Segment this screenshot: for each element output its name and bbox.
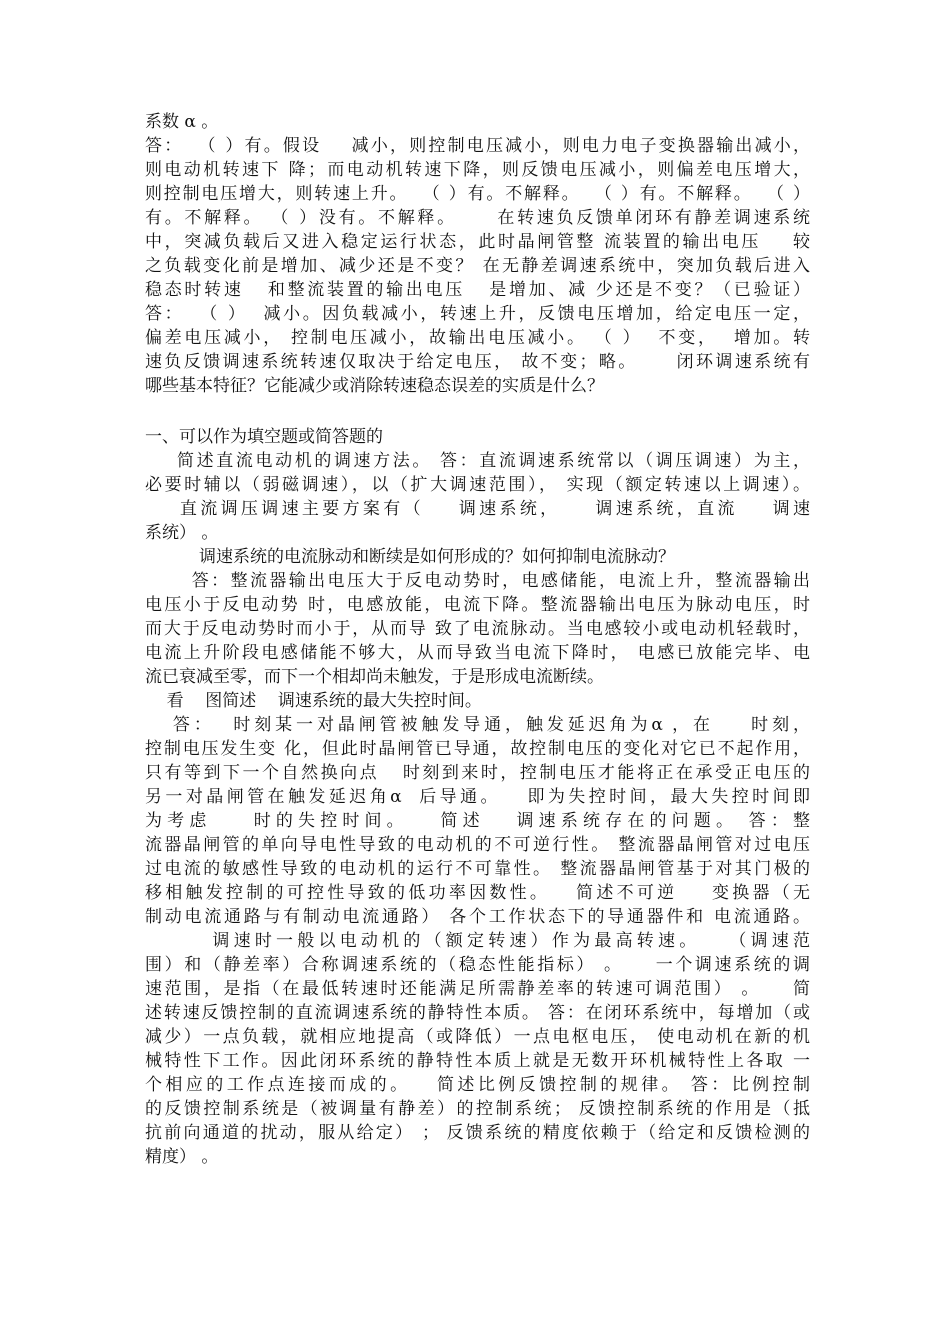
text-line: 则控制电压增大，则转速上升。 （ ）有。不解释。 （ ）有。不解释。 （ ） (145, 184, 810, 204)
text-line: 系数 α 。 (145, 112, 219, 132)
blank-line (145, 398, 810, 425)
text-line: 偏差电压减小， 控制电压减小，故输出电压减小。 （ ） 不变， 增加。转 (145, 328, 810, 348)
text-line: 为考虑 时的失控时间。 简述 调速系统存在的问题。 答：整 (145, 811, 810, 831)
document-body (145, 110, 810, 1169)
text-line: 抗前向通道的扰动，服从给定） ； 反馈系统的精度依赖于（给定和反馈检测的 (145, 1123, 810, 1143)
text-line: 系统） 。 (145, 523, 219, 543)
text-line: 调速系统的电流脉动和断续是如何形成的？如何抑制电流脉动？ (145, 547, 676, 567)
text-line: 哪些基本特征？它能减少或消除转速稳态误差的实质是什么？ (145, 376, 604, 396)
text-line: 精度） 。 (145, 1147, 219, 1167)
text-line: 个相应的工作点连接而成的。 简述比例反馈控制的规律。 答：比例控制 (145, 1075, 810, 1095)
text-line: 述转速反馈控制的直流调速系统的静特性本质。 答：在闭环系统中，每增加（或 (145, 1003, 810, 1023)
text-line: 移相触发控制的可控性导致的低功率因数性。 简述不可逆 变换器（无 (145, 883, 810, 903)
text-line: 答：整流器输出电压大于反电动势时，电感储能，电流上升，整流器输出 (145, 571, 810, 591)
text-line: 中，突减负载后又进入稳定运行状态，此时晶闸管整 流装置的输出电压 较 (145, 232, 810, 252)
text-line: 流器晶闸管的单向导电性导致的电动机的不可逆行性。 整流器晶闸管对过电压 (145, 835, 810, 855)
text-line: 必要时辅以（弱磁调速），以（扩大调速范围）， 实现（额定转速以上调速）。 (145, 475, 810, 495)
text-line: 直流调压调速主要方案有（ 调速系统， 调速系统，直流 调速 (145, 499, 810, 519)
text-line: 答： 时刻某一对晶闸管被触发导通，触发延迟角为α ，在 时刻， (145, 715, 810, 735)
text-line: 围）和（静差率）合称调速系统的（稳态性能指标） 。 一个调速系统的调 (145, 955, 810, 975)
text-line: 另一对晶闸管在触发延迟角α 后导通。 即为失控时间，最大失控时间即 (145, 787, 810, 807)
text-line: 简述直流电动机的调速方法。 答：直流调速系统常以（调压调速）为主， (145, 451, 810, 471)
text-line: 械特性下工作。因此闭环系统的静特性本质上就是无数开环机械特性上各取 一 (145, 1051, 810, 1071)
text-line: 看 图简述 调速系统的最大失控时间。 (145, 691, 482, 711)
text-line: 过电流的敏感性导致的电动机的运行不可靠性。 整流器晶闸管基于对其门极的 (145, 859, 810, 879)
text-line: 速负反馈调速系统转速仅取决于给定电压， 故不变；略。 闭环调速系统有 (145, 352, 810, 372)
text-line: 电压小于反电动势 时，电感放能，电流下降。整流器输出电压为脉动电压，时 (145, 595, 810, 615)
text-line: 调速时一般以电动机的（额定转速）作为最高转速。 （调速范 (145, 931, 810, 951)
text-line: 电流上升阶段电感储能不够大，从而导致当电流下降时， 电感已放能完毕、电 (145, 643, 810, 663)
text-line: 之负载变化前是增加、减少还是不变？ 在无静差调速系统中，突加负载后进入 (145, 256, 810, 276)
text-line: 减少）一点负载，就相应地提高（或降低）一点电枢电压， 使电动机在新的机 (145, 1027, 810, 1047)
text-line: 只有等到下一个自然换向点 时刻到来时，控制电压才能将正在承受正电压的 (145, 763, 810, 783)
text-line: 控制电压发生变 化，但此时晶闸管已导通，故控制电压的变化对它已不起作用， (145, 739, 810, 759)
text-line: 稳态时转速 和整流装置的输出电压 是增加、减 少还是不变？（已验证） (145, 280, 810, 300)
text-line: 制动电流通路与有制动电流通路） 各个工作状态下的导通器件和 电流通路。 (145, 907, 810, 927)
text-line: 速范围，是指（在最低转速时还能满足所需静差率的转速可调范围） 。 简 (145, 979, 810, 999)
text-line: 答： （ ）有。假设 减小，则控制电压减小，则电力电子变换器输出减小， (145, 136, 810, 156)
section-heading: 一、可以作为填空题或简答题的 (145, 427, 383, 447)
text-line: 答： （ ） 减小。因负载减小，转速上升，反馈电压增加，给定电压一定， (145, 304, 810, 324)
text-line: 则电动机转速下 降；而电动机转速下降，则反馈电压减小，则偏差电压增大， (145, 160, 810, 180)
text-line: 的反馈控制系统是（被调量有静差）的控制系统； 反馈控制系统的作用是（抵 (145, 1099, 810, 1119)
text-line: 有。不解释。 （ ）没有。不解释。 在转速负反馈单闭环有静差调速系统 (145, 208, 810, 228)
text-line: 而大于反电动势时而小于，从而导 致了电流脉动。当电感较小或电动机轻载时， (145, 619, 810, 639)
text-line: 流已衰减至零，而下一个相却尚未触发，于是形成电流断续。 (145, 667, 604, 687)
